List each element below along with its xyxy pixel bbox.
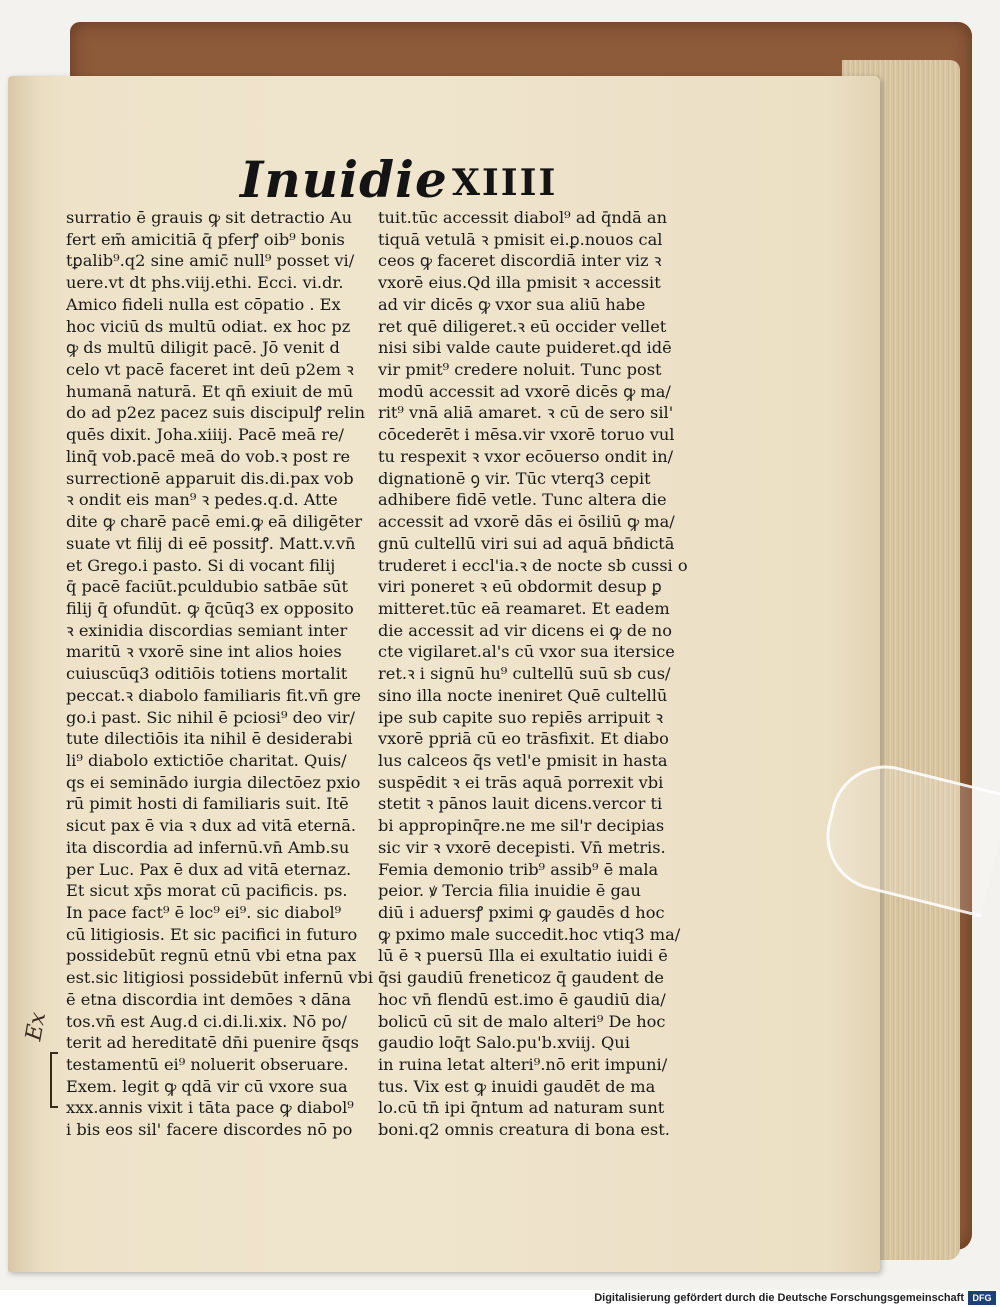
text-line: ceos ꝙ faceret discordiā inter viz ꝛ: [378, 251, 662, 271]
text-line: fert em̄ amicitiā q̄ pferꝭ oib⁹ bonis: [66, 229, 345, 249]
text-line: do ad p2ez pacez suis discipulꝭ relin: [66, 403, 365, 423]
text-line: boni.q2 omnis creatura di bona est.: [378, 1120, 670, 1140]
text-line: hoc vn̄ flendū est.imo ē gaudiū dia/: [378, 989, 666, 1009]
text-line: linq̄ vob.pacē meā do vob.ꝛ post re: [66, 446, 351, 466]
text-line: possidebūt regnū etnū vbi etna pax: [66, 946, 357, 966]
running-head: [240, 150, 580, 212]
text-line: celo vt pacē faceret int deū p2em ꝛ: [66, 360, 354, 380]
text-line: sicut pax ē via ꝛ dux ad vitā eternā.: [66, 816, 357, 836]
text-line: nisi sibi valde caute puideret.qd idē: [378, 338, 672, 358]
text-line: testamentū ei⁹ noluerit obseruare.: [66, 1055, 349, 1075]
text-line: q̄ pacē faciūt.pculdubio satbāe sūt: [66, 577, 348, 597]
text-line: qs ei seminādo iurgia dilectōez pxio: [66, 772, 361, 792]
marginal-bracket: [50, 1052, 58, 1108]
text-line: dignationē ꝯ vir. Tūc vterq3 cepit: [378, 468, 651, 488]
text-line: q̄si gaudiū freneticoz q̄ gaudent de: [378, 968, 664, 988]
text-line: ꝛ ondit eis man⁹ ꝛ pedes.q.d. Atte: [66, 490, 338, 510]
text-line: suate vt filij di eē possitꝭ. Matt.v.vn̄: [66, 533, 356, 553]
text-line: adhibere fidē vetle. Tunc altera die: [378, 490, 667, 510]
text-line: humanā naturā. Et qn̄ exiuit de mū: [66, 381, 354, 401]
footer-credit: Digitalisierung gefördert durch die Deutsche Forschungsgemeinschaft: [594, 1292, 964, 1304]
text-line: filij q̄ ofundūt. ꝙ q̄cūq3 ex opposito: [66, 598, 354, 618]
text-line: tu respexit ꝛ vxor ecōuerso ondit in/: [378, 446, 674, 466]
text-line: rū pimit hosti di familiaris suit. Itē: [66, 794, 349, 814]
text-line: cū litigiosis. Et sic pacifici in futuro: [66, 924, 358, 944]
text-line: est.sic litigiosi possidebūt infernū vbi: [66, 968, 374, 988]
text-line: tꝑalib⁹.q2 sine amic̄ null⁹ posset vi/: [66, 251, 355, 271]
text-line: ipe sub capite suo repiēs arripuit ꝛ: [378, 707, 664, 727]
text-line: ꝙ ds multū diligit pacē. Jō venit d: [66, 338, 340, 358]
text-line: In pace fact⁹ ē loc⁹ ei⁹. sic diabol⁹: [66, 903, 342, 922]
text-line: mitteret.tūc eā reamaret. Et eadem: [378, 598, 670, 618]
text-line: ꝙ pximo male succedit.hoc vtiq3 ma/: [378, 924, 681, 944]
text-line: die accessit ad vir dicens ei ꝙ de no: [378, 620, 672, 640]
text-line: cuiuscūq3 oditiōis totiens mortalit: [66, 664, 348, 684]
text-line: ad vir dicēs ꝙ vxor sua aliū habe: [378, 294, 646, 314]
text-line: per Luc. Pax ē dux ad vitā eternaz.: [66, 859, 352, 879]
text-line: tiquā vetulā ꝛ pmisit ei.ꝑ.nouos cal: [378, 229, 663, 249]
text-line: lū ē ꝛ puersū Illa ei exultatio iuidi ē: [378, 946, 668, 966]
text-line: dite ꝙ charē pacē emi.ꝙ eā diligēter: [66, 512, 363, 532]
text-line: lo.cū tn̄ ipi q̄ntum ad naturam sunt: [378, 1098, 665, 1118]
text-line: Femia demonio trib⁹ assib⁹ ē mala: [378, 859, 659, 879]
text-line: viri poneret ꝛ eū obdormit desup ꝑ: [378, 577, 662, 597]
text-line: rit⁹ vnā aliā amaret. ꝛ cū de sero sil': [378, 403, 674, 423]
text-line: Et sicut xp̄s morat cū pacificis. ps.: [66, 881, 348, 901]
text-line: gaudio loq̄t Salo.pu'b.xviij. Qui: [378, 1033, 630, 1053]
text-line: et Grego.i pasto. Si di vocant filij: [66, 555, 336, 575]
text-column-right: [378, 207, 708, 1141]
text-line: truderet i eccl'ia.ꝛ de nocte sb cussi o: [378, 555, 688, 575]
dfg-logo: DFG: [968, 1291, 996, 1305]
text-line: lus calceos q̄s vetl'e pmisit in hasta: [378, 750, 668, 770]
text-line: tus. Vix est ꝙ inuidi gaudēt de ma: [378, 1076, 656, 1096]
text-line: in ruina letat alteri⁹.nō erit impuni/: [378, 1055, 668, 1075]
text-line: hoc viciū ds multū odiat. ex hoc pz: [66, 316, 351, 336]
text-line: Amico fideli nulla est cōpatio . Ex: [66, 294, 341, 314]
text-line: cōcederēt i mēsa.vir vxorē toruo vul: [378, 425, 675, 445]
text-line: surratio ē grauis ꝙ sit detractio Au: [66, 208, 352, 227]
text-line: surrectionē apparuit dis.di.pax vob: [66, 468, 354, 488]
folio-number: XIIII: [452, 162, 558, 204]
text-line: terit ad hereditatē dn̄i puenire q̄sqs: [66, 1033, 359, 1053]
text-line: peior. ꝟ Tercia filia inuidie ē gau: [378, 881, 641, 901]
text-line: go.i past. Sic nihil ē pciosi⁹ deo vir/: [66, 707, 355, 727]
text-line: bi appropinq̄re.ne me sil'r decipias: [378, 816, 665, 836]
text-line: diū i aduersꝭ pximi ꝙ gaudēs d hoc: [378, 903, 665, 922]
text-line: maritū ꝛ vxorē sine int alios hoies: [66, 642, 342, 662]
text-line: ita discordia ad infernū.vn̄ Amb.su: [66, 837, 350, 857]
text-line: ē etna discordia int demōes ꝛ dāna: [66, 989, 351, 1009]
text-line: modū accessit ad vxorē dicēs ꝙ ma/: [378, 381, 671, 401]
text-line: ret quē diligeret.ꝛ eū occider vellet: [378, 316, 667, 336]
text-line: cte vigilaret.al's cū vxor sua itersice: [378, 642, 675, 662]
text-line: vir pmit⁹ credere noluit. Tunc post: [378, 360, 662, 380]
marginal-annotation: Ex: [21, 1010, 52, 1043]
text-line: tos.vn̄ est Aug.d ci.di.li.xix. Nō po/: [66, 1011, 348, 1031]
text-line: i bis eos sil' facere discordes nō po: [66, 1120, 353, 1140]
text-column-left: [66, 207, 396, 1141]
text-line: quēs dixit. Joha.xiiij. Pacē meā re/: [66, 425, 344, 445]
text-line: ꝛ exinidia discordias semiant inter: [66, 620, 348, 640]
text-line: stetit ꝛ pānos lauit dicens.vercor ti: [378, 794, 663, 814]
text-line: vxorē ppriā cū eo trāsfixit. Et diabo: [378, 729, 669, 749]
text-line: sino illa nocte ineniret Quē cultellū: [378, 685, 668, 705]
text-line: ret.ꝛ i signū hu⁹ cultellū suū sb cus/: [378, 664, 671, 684]
text-line: gnū cultellū viri sui ad aquā bn̄dictā: [378, 533, 675, 553]
text-line: tuit.tūc accessit diabol⁹ ad q̄ndā an: [378, 208, 667, 227]
text-line: accessit ad vxorē dās ei ōsiliū ꝙ ma/: [378, 512, 675, 532]
text-line: xxx.annis vixit i tāta pace ꝙ diabol⁹: [66, 1098, 354, 1118]
text-line: bolicū cū sit de malo alteri⁹ De hoc: [378, 1011, 666, 1031]
text-line: tute dilectiōis ita nihil ē desiderabi: [66, 729, 353, 749]
text-line: uere.vt dt phs.viij.ethi. Ecci. vi.dr.: [66, 273, 344, 293]
text-line: vxorē eius.Qd illa pmisit ꝛ accessit: [378, 273, 661, 293]
text-line: sic vir ꝛ vxorē decepisti. Vn̄ metris.: [378, 837, 666, 857]
text-line: peccat.ꝛ diabolo familiaris fit.vn̄ gre: [66, 685, 361, 705]
text-line: Exem. legit ꝙ qdā vir cū vxore sua: [66, 1076, 348, 1096]
running-head-title: Inuidie: [240, 150, 448, 209]
text-line: suspēdit ꝛ ei trās aquā porrexit vbi: [378, 772, 664, 792]
text-line: li⁹ diabolo extictiōe charitat. Quis/: [66, 750, 347, 770]
